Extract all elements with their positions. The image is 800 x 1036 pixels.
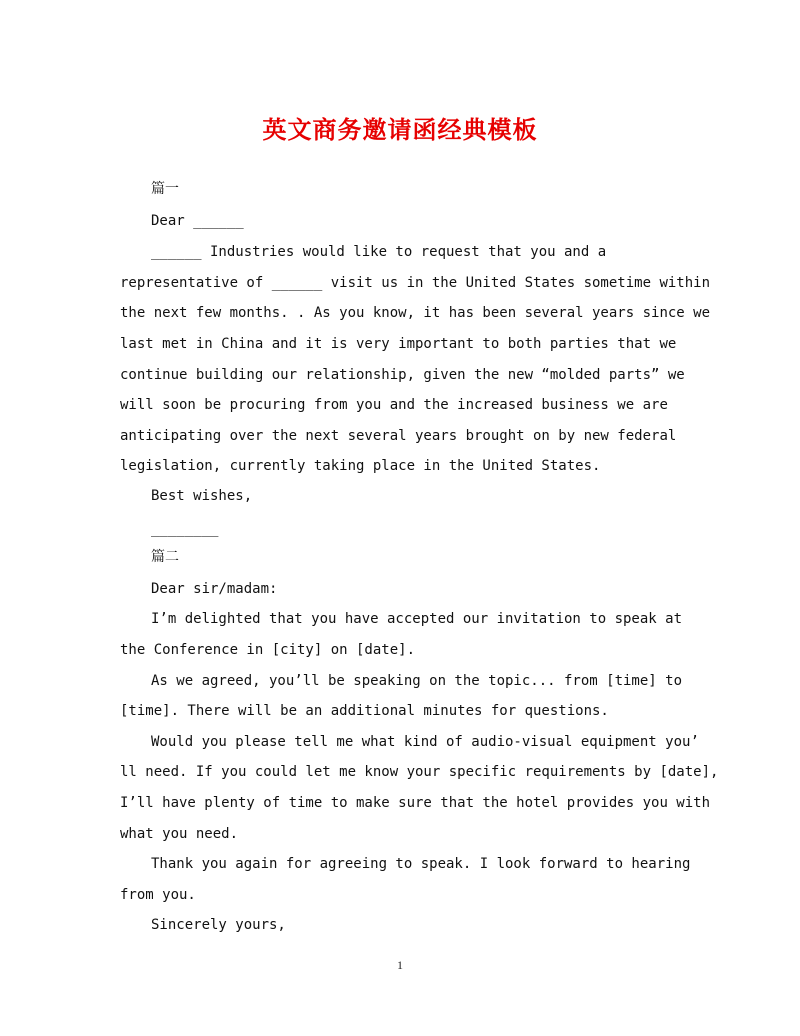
- signature-blank: ________: [151, 521, 219, 537]
- body-line: legislation, currently taking place in the United States.: [120, 458, 601, 474]
- page-title: 英文商务邀请函经典模板: [262, 115, 538, 144]
- body-line: I’ll have plenty of time to make sure that the hotel provides you with: [120, 795, 711, 811]
- closing-1: Best wishes,: [151, 488, 253, 504]
- body-line: ______ Industries would like to request that you and a: [151, 244, 607, 260]
- page-number: 1: [397, 958, 403, 972]
- body-line: what you need.: [120, 826, 239, 842]
- body-line: representative of ______ visit us in the United States sometime within: [120, 275, 711, 291]
- body-line: the next few months. . As you know, it has been several years since we: [120, 305, 711, 321]
- body-line: I’m delighted that you have accepted our invitation to speak at: [151, 611, 683, 627]
- section-heading-2: 篇二: [151, 549, 179, 565]
- body-line: will soon be procuring from you and the increased business we are: [120, 397, 668, 413]
- closing-2: Sincerely yours,: [151, 917, 286, 933]
- body-line: from you.: [120, 887, 196, 903]
- body-line: ll need. If you could let me know your specific requirements by [date],: [120, 764, 719, 780]
- body-line: Thank you again for agreeing to speak. I look forward to hearing: [151, 856, 691, 872]
- body-line: last met in China and it is very important to both parties that we: [120, 336, 677, 352]
- salutation-1: Dear ______: [151, 213, 244, 229]
- body-line: anticipating over the next several years brought on by new federal: [120, 428, 677, 444]
- body-line: continue building our relationship, given the new “molded parts” we: [120, 367, 685, 383]
- body-line: Would you please tell me what kind of audio-visual equipment you’: [151, 734, 699, 750]
- body-line: As we agreed, you’ll be speaking on the topic... from [time] to: [151, 673, 683, 689]
- section-heading-1: 篇一: [151, 181, 179, 197]
- body-line: [time]. There will be an additional minutes for questions.: [120, 703, 609, 719]
- body-line: the Conference in [city] on [date].: [120, 642, 416, 658]
- salutation-2: Dear sir/madam:: [151, 581, 278, 597]
